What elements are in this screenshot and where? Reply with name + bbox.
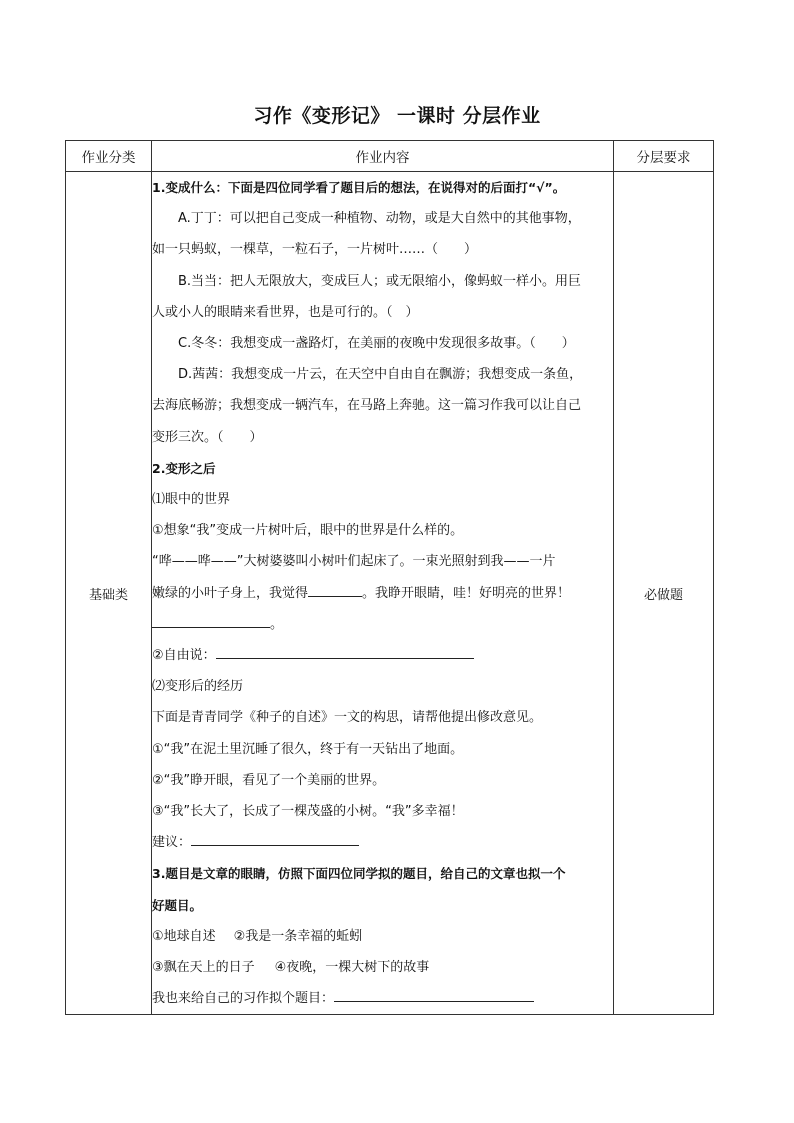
example-title-3: ③飘在天上的日子: [152, 960, 255, 976]
example-title-4: ④夜晚，一棵大树下的故事: [274, 960, 430, 976]
page-title: 习作《变形记》 一课时 分层作业: [253, 105, 541, 127]
answer-blank-free-talk[interactable]: [216, 644, 474, 659]
q2-free-talk-line: [152, 640, 613, 671]
option-d-line-2: 去海底畅游；我想变成一辆汽车，在马路上奔驰。这一篇习作我可以让自己: [152, 398, 582, 414]
option-b-line-2: 人或小人的眼睛来看世界，也是可行的。（ ）: [152, 304, 419, 320]
suggestion-label: 建议：: [152, 835, 192, 851]
example-title-1: ①地球自述: [152, 928, 216, 944]
example-title-2: ②我是一条幸福的蚯蚓: [233, 928, 363, 944]
outline-item-1: ①“我”在泥土里沉睡了很久，终于有一天钻出了地面。: [152, 741, 464, 757]
header-content: 作业内容: [152, 141, 614, 172]
category-cell: 基础类: [66, 172, 152, 1015]
header-requirement: 分层要求: [614, 141, 714, 172]
my-title-label: 我也来给自己的习作拟个题目：: [152, 991, 335, 1007]
content-cell: [152, 172, 614, 1015]
question-1-heading: 1.变成什么：下面是四位同学看了题目后的想法，在说得对的后面打“√”。: [152, 180, 566, 195]
question-3-heading-line-1: 3.题目是文章的眼睛，仿照下面四位同学拟的题目，给自己的文章也拟一个: [152, 866, 566, 882]
question-2-heading: 2.变形之后: [152, 460, 216, 476]
q2-part-2-prompt: 下面是青青同学《种子的自述》一文的构思，请帮他提出修改意见。: [152, 710, 543, 726]
homework-table: [65, 140, 714, 1015]
header-category: 作业分类: [66, 141, 152, 172]
answer-blank-world[interactable]: [152, 613, 270, 628]
option-a-line-1: A.丁丁：可以把自己变成一种植物、动物，或是大自然中的其他事物，: [178, 211, 581, 227]
question-3-heading-line-2: 好题目。: [152, 897, 203, 913]
suggestion-line: [152, 827, 613, 858]
q2-passage-line-1: “哗——哗——”大树婆婆叫小树叶们起床了。一束光照射到我——一片: [152, 554, 556, 570]
passage-text-c: 。: [270, 616, 284, 632]
q2-passage-line-2: [152, 578, 613, 609]
option-d-line-1: D.茜茜：我想变成一片云，在天空中自由自在飘游；我想变成一条鱼，: [178, 367, 583, 383]
q2-part-2-heading: ⑵变形后的经历: [152, 679, 244, 695]
option-a-line-2: 如一只蚂蚁，一棵草，一粒石子，一片树叶……（ ）: [152, 242, 478, 258]
option-d-line-3: 变形三次。（ ）: [152, 429, 263, 445]
outline-item-2: ②“我”睁开眼，看见了一个美丽的世界。: [152, 772, 386, 788]
my-title-line: [152, 983, 613, 1014]
q2-part-1-heading: ⑴眼中的世界: [152, 492, 231, 508]
option-b-line-1: B.当当：把人无限放大，变成巨人；或无限缩小，像蚂蚁一样小。用巨: [178, 273, 582, 289]
q2-passage-line-3: [152, 609, 613, 640]
requirement-cell: 必做题: [614, 172, 714, 1015]
example-titles-line-1: [152, 921, 613, 952]
answer-blank-suggestion[interactable]: [191, 831, 359, 846]
outline-item-3: ③“我”长大了，长成了一棵茂盛的小树。“我”多幸福！: [152, 804, 464, 820]
table-header-row: [66, 141, 714, 172]
option-c-line: C.冬冬：我想变成一盏路灯，在美丽的夜晚中发现很多故事。（ ）: [178, 336, 575, 352]
passage-text-a: 嫩绿的小叶子身上，我觉得: [152, 585, 309, 601]
free-talk-label: ②自由说：: [152, 648, 216, 664]
example-titles-line-2: [152, 952, 613, 983]
table-row: [66, 172, 714, 1015]
passage-text-b: 。我睁开眼睛，哇！好明亮的世界！: [362, 585, 571, 601]
answer-blank-feeling[interactable]: [308, 582, 362, 597]
q2-part-1-prompt: ①想象“我”变成一片树叶后，眼中的世界是什么样的。: [152, 523, 464, 539]
answer-blank-my-title[interactable]: [334, 987, 534, 1002]
